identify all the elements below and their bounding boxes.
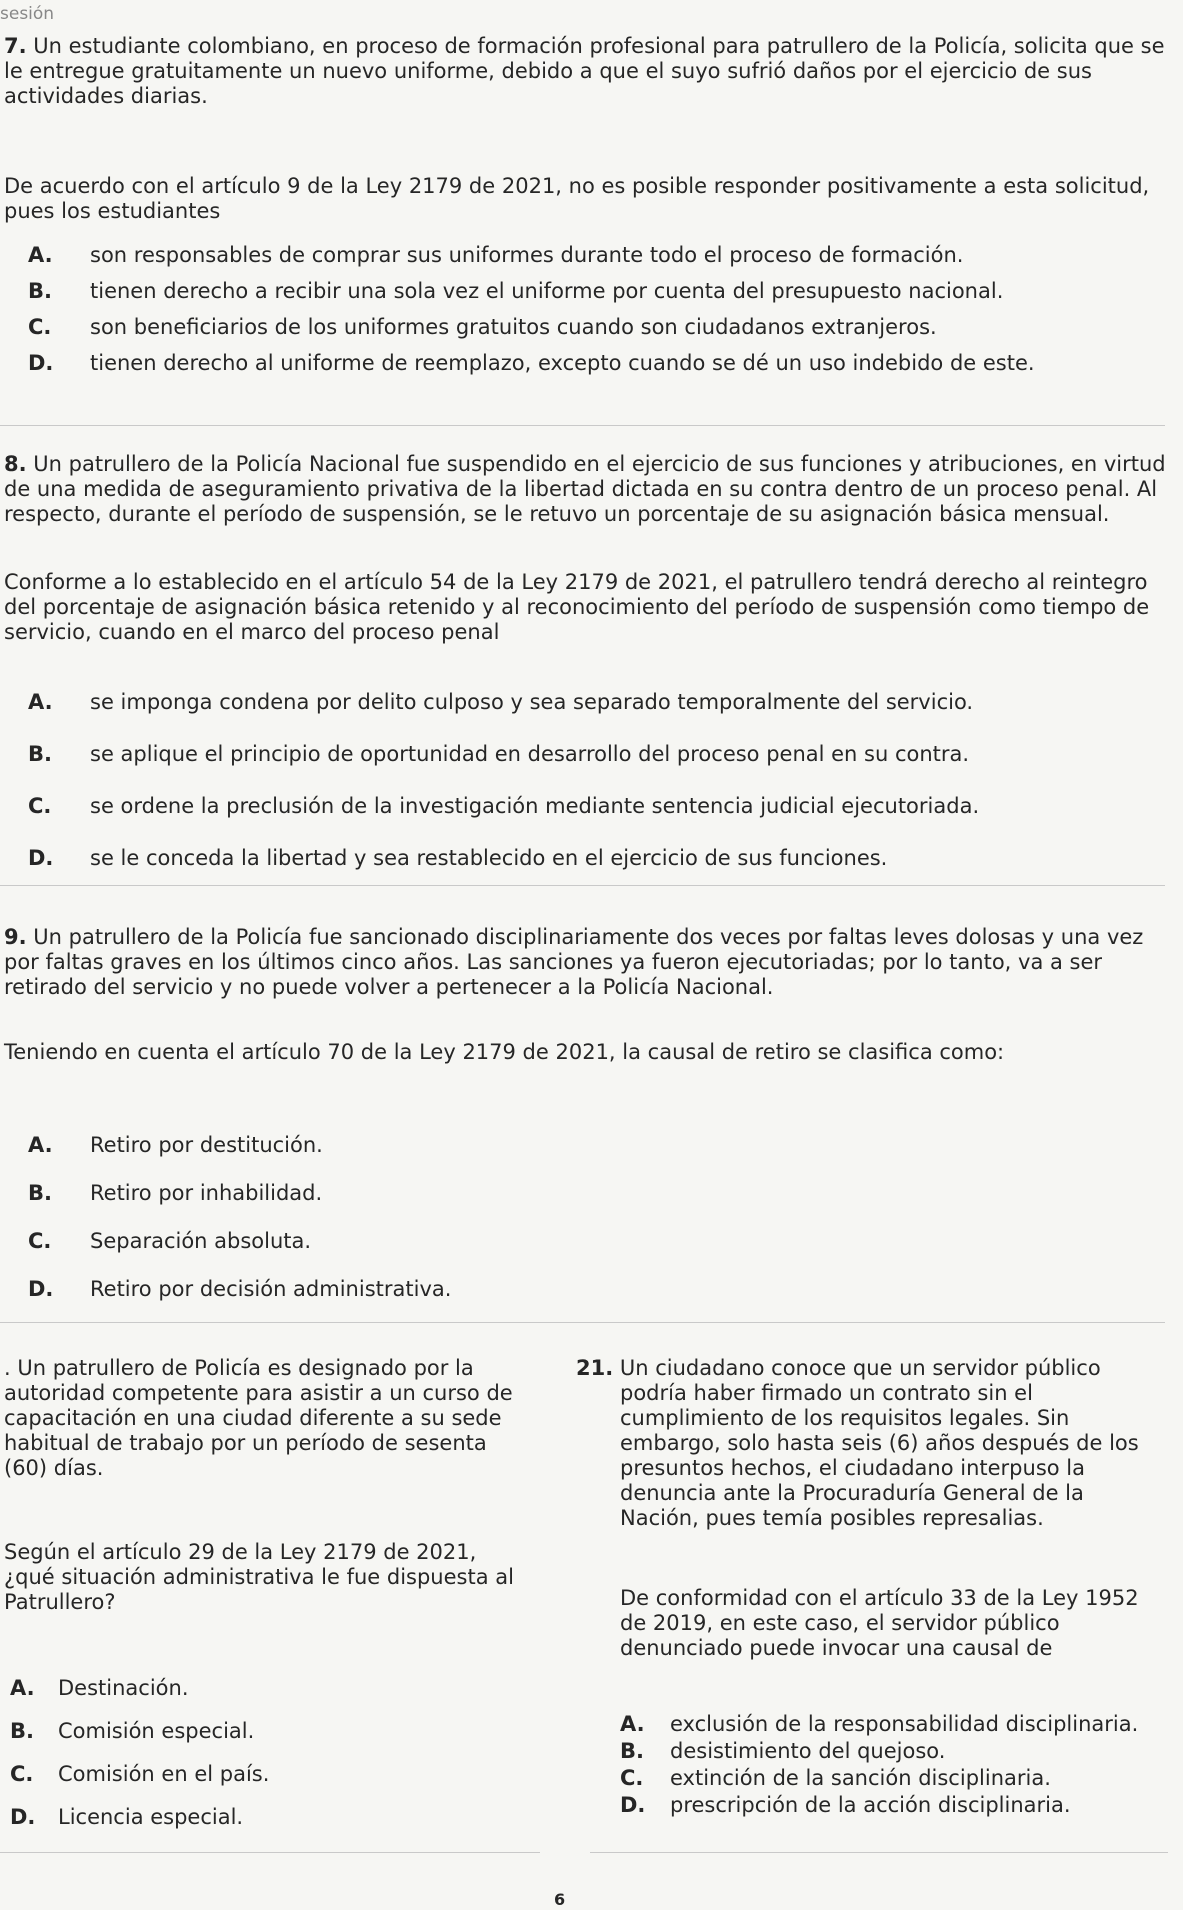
question-21-options [620, 1712, 1168, 1818]
question-9-options [6, 1133, 1169, 1302]
question-7 [4, 34, 1169, 109]
question-9 [4, 925, 1169, 1000]
question-7-stem-block [4, 174, 1169, 224]
question-21-stem-block [620, 1586, 1168, 1661]
question-7-text: 7. Un estudiante colombiano, en proceso de formación profesional para patrullero de la Policía, solicita que se le entregue gratuitamente un nuevo uniforme, debido a que el suyo sufrió daños por el ejercicio de sus actividades diarias. [4, 34, 1165, 108]
question-8-stem-block [4, 570, 1169, 645]
question-21-stem: De conformidad con el artículo 33 de la Ley 1952 de 2019, en este caso, el servidor público denunciado puede invocar una causal de [620, 1586, 1139, 1660]
question-10-options [6, 1676, 526, 1830]
option-10a[interactable]: A. Destinación. [10, 1676, 189, 1700]
option-7b[interactable]: B. tienen derecho a recibir una sola vez el uniforme por cuenta del presupuesto nacional. [28, 279, 1004, 303]
question-9-text: 9. Un patrullero de la Policía fue sancionado disciplinariamente dos veces por faltas leves dolosas y una vez por faltas graves en los últimos cinco años. Las sanciones ya fueron ejecutoriadas; por lo tanto, va a ser retirado del servicio y no puede volver a pertenecer a la Policía Nacional. [4, 925, 1144, 999]
option-21c[interactable]: C. extinción de la sanción disciplinaria. [620, 1766, 1051, 1790]
question-8-number: 8. [4, 452, 27, 476]
question-21-number: 21. [576, 1356, 614, 1380]
page-number: 6 [554, 1890, 566, 1909]
option-7d[interactable]: D. tienen derecho al uniforme de reemplazo, excepto cuando se dé un uso indebido de este. [28, 351, 1035, 375]
question-9-number: 9. [4, 925, 27, 949]
option-10d[interactable]: D. Licencia especial. [10, 1805, 244, 1829]
option-8b[interactable]: B. se aplique el principio de oportunidad en desarrollo del proceso penal en su contra. [28, 742, 970, 766]
option-21a[interactable]: A. exclusión de la responsabilidad disciplinaria. [620, 1712, 1139, 1736]
option-7c[interactable]: C. son beneficiarios de los uniformes gratuitos cuando son ciudadanos extranjeros. [28, 315, 937, 339]
question-7-number: 7. [4, 34, 27, 58]
option-8a[interactable]: A. se imponga condena por delito culposo y sea separado temporalmente del servicio. [28, 690, 974, 714]
divider [0, 425, 1165, 426]
option-7a[interactable]: A. son responsables de comprar sus uniformes durante todo el proceso de formación. [28, 243, 964, 267]
option-21d[interactable]: D. prescripción de la acción disciplinaria. [620, 1793, 1071, 1817]
question-8-stem: Conforme a lo establecido en el artículo 54 de la Ley 2179 de 2021, el patrullero tendrá derecho al reintegro del porcentaje de asignación básica retenido y al reconocimiento del período de suspensión como tiempo de servicio, cuando en el marco del proceso penal [4, 570, 1150, 644]
question-21 [576, 1356, 1168, 1531]
option-9d[interactable]: D. Retiro por decisión administrativa. [28, 1277, 452, 1301]
option-10c[interactable]: C. Comisión en el país. [10, 1762, 270, 1786]
option-8d[interactable]: D. se le conceda la libertad y sea restablecido en el ejercicio de sus funciones. [28, 846, 888, 870]
option-21b[interactable]: B. desistimiento del quejoso. [620, 1739, 946, 1763]
question-9-stem: Teniendo en cuenta el artículo 70 de la Ley 2179 de 2021, la causal de retiro se clasifica como: [4, 1040, 1005, 1064]
divider [0, 1852, 540, 1853]
question-21-text: 21. Un ciudadano conoce que un servidor público podría haber firmado un contrato sin el cumplimiento de los requisitos legales. Sin embargo, solo hasta seis (6) años después de los presuntos hechos, el ciudadano interpuso la denuncia ante la Procuraduría General de la Nación, pues temía posibles represalias. [576, 1356, 1139, 1530]
question-10-stem: Según el artículo 29 de la Ley 2179 de 2021, ¿qué situación administrativa le fue dispuesta al Patrullero? [4, 1540, 514, 1614]
header-note: sesión [0, 4, 55, 24]
question-9-stem-block [4, 1040, 1169, 1065]
option-9c[interactable]: C. Separación absoluta. [28, 1229, 312, 1253]
option-9a[interactable]: A. Retiro por destitución. [28, 1133, 323, 1157]
question-10 [4, 1356, 524, 1481]
divider [0, 1322, 1165, 1323]
option-10b[interactable]: B. Comisión especial. [10, 1719, 255, 1743]
divider [590, 1852, 1168, 1853]
question-10-text: . Un patrullero de Policía es designado por la autoridad competente para asistir a un curso de capacitación en una ciudad diferente a su sede habitual de trabajo por un período de sesenta (60) días. [4, 1356, 513, 1480]
option-8c[interactable]: C. se ordene la preclusión de la investigación mediante sentencia judicial ejecutoriada. [28, 794, 980, 818]
question-7-stem: De acuerdo con el artículo 9 de la Ley 2179 de 2021, no es posible responder positivamente a esta solicitud, pues los estudiantes [4, 174, 1150, 223]
question-8 [4, 452, 1169, 527]
divider [0, 885, 1165, 886]
question-8-text: 8. Un patrullero de la Policía Nacional fue suspendido en el ejercicio de sus funciones y atribuciones, en virtud de una medida de aseguramiento privativa de la libertad dictada en su contra dentro de un proceso penal. Al respecto, durante el período de suspensión, se le retuvo un porcentaje de su asignación básica mensual. [4, 452, 1166, 526]
question-8-options [6, 690, 1169, 871]
question-7-options [6, 243, 1169, 376]
option-9b[interactable]: B. Retiro por inhabilidad. [28, 1181, 323, 1205]
question-10-stem-block [4, 1540, 524, 1615]
